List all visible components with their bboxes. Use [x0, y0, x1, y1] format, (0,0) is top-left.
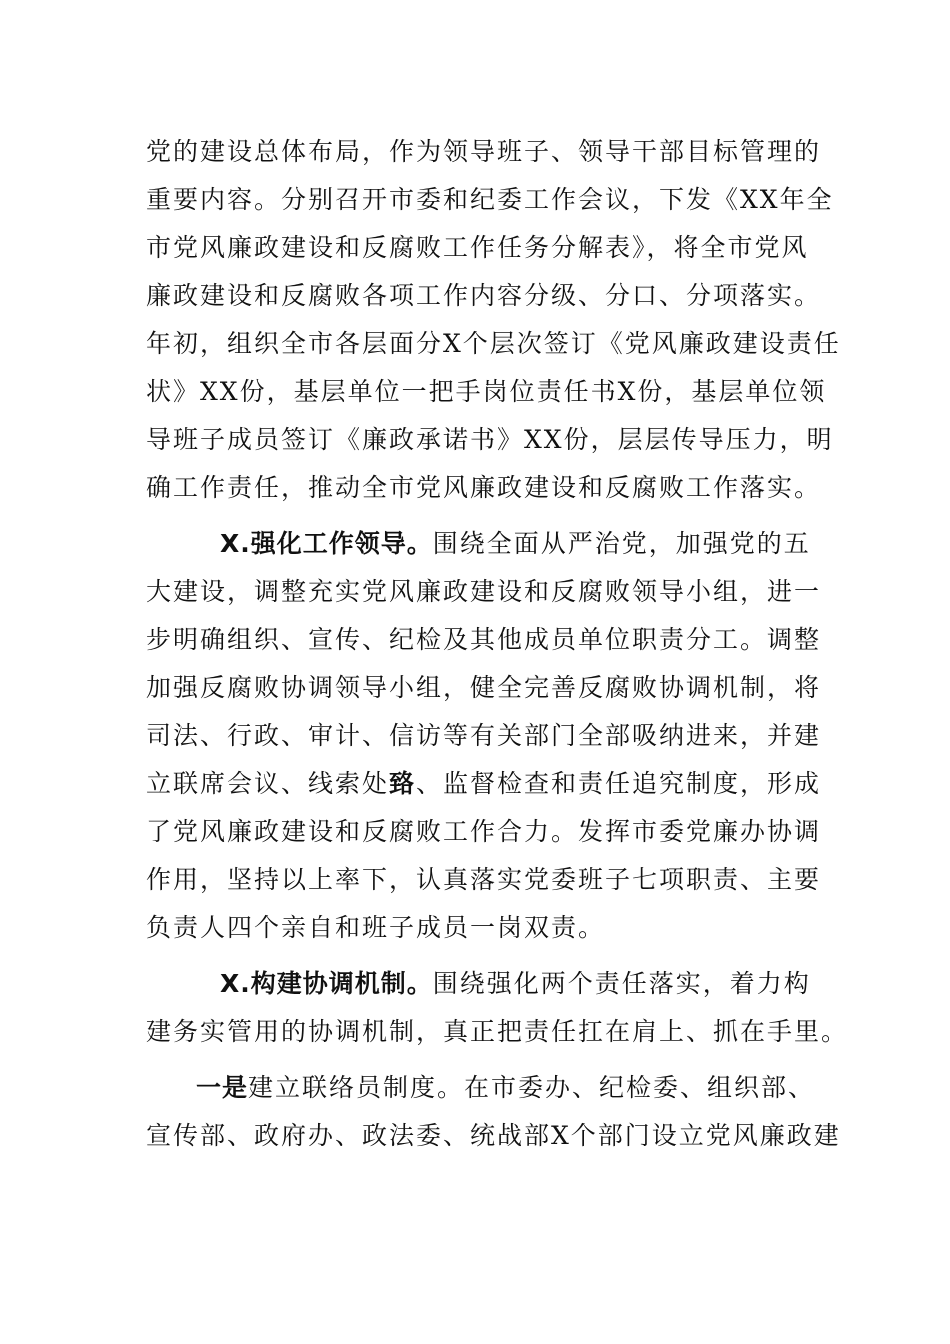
- text-line: 了党风廉政建设和反腐败工作合力。发挥市委党廉办协调: [146, 817, 822, 846]
- text-line: 司法、行政、审计、信访等有关部门全部吸纳进来，并建: [146, 721, 822, 750]
- text-line: 宣传部、政府办、政法委、统战部X个部门设立党风廉政建: [146, 1121, 841, 1150]
- text-run: 立联席会议、线索处: [146, 769, 390, 798]
- paragraph-liaison-system: [146, 1064, 841, 1160]
- text-line: 负责人四个亲自和班子成员一岗双责。: [146, 913, 606, 942]
- text-line: 作用，坚持以上率下，认真落实党委班子七项职责、主要: [146, 865, 822, 894]
- text-run: 围绕强化两个责任落实，着力构: [432, 969, 811, 998]
- paragraph-responsibility-breakdown: [146, 128, 841, 512]
- text-line: 建务实管用的协调机制，真正把责任扛在肩上、抓在手里。: [146, 1017, 849, 1046]
- text-line: [146, 960, 810, 1008]
- text-run: 、监督检查和责任追究制度，形成: [416, 769, 822, 798]
- document-body: [146, 128, 849, 1160]
- text-line: 市党风廉政建设和反腐败工作任务分解表》，将全市党风: [146, 233, 809, 262]
- section-heading: X.强化工作领导。: [220, 529, 433, 558]
- item-heading: 一是: [196, 1073, 249, 1102]
- text-line: 导班子成员签订《廉政承诺书》XX份，层层传导压力，明: [146, 425, 834, 454]
- text-line: 党的建设总体布局，作为领导班子、领导干部目标管理的: [146, 137, 822, 166]
- text-line: [146, 520, 810, 568]
- text-line: 廉政建设和反腐败各项工作内容分级、分口、分项落实。: [146, 281, 822, 310]
- section-heading: X.构建协调机制。: [220, 969, 433, 998]
- text-line: 状》XX份，基层单位一把手岗位责任书X份，基层单位领: [146, 377, 827, 406]
- text-run: 围绕全面从严治党，加强党的五: [432, 529, 811, 558]
- text-line: 步明确组织、宣传、纪检及其他成员单位职责分工。调整: [146, 625, 822, 654]
- paragraph-strengthen-leadership: [146, 520, 822, 952]
- paragraph-coordination-mechanism: [146, 960, 849, 1056]
- text-line: [146, 760, 822, 808]
- text-line: 重要内容。分别召开市委和纪委工作会议，下发《XX年全: [146, 185, 834, 214]
- text-line: [146, 1064, 816, 1112]
- text-line: 年初，组织全市各层面分X个层次签订《党风廉政建设责任: [146, 329, 841, 358]
- text-line: 加强反腐败协调领导小组，健全完善反腐败协调机制，将: [146, 673, 822, 702]
- text-line: 大建设，调整充实党风廉政建设和反腐败领导小组，进一: [146, 577, 822, 606]
- text-run: 建立联络员制度。在市委办、纪检委、组织部、: [248, 1073, 816, 1102]
- text-run-bold: 臵: [389, 769, 417, 798]
- text-line: 确工作责任，推动全市党风廉政建设和反腐败工作落实。: [146, 473, 822, 502]
